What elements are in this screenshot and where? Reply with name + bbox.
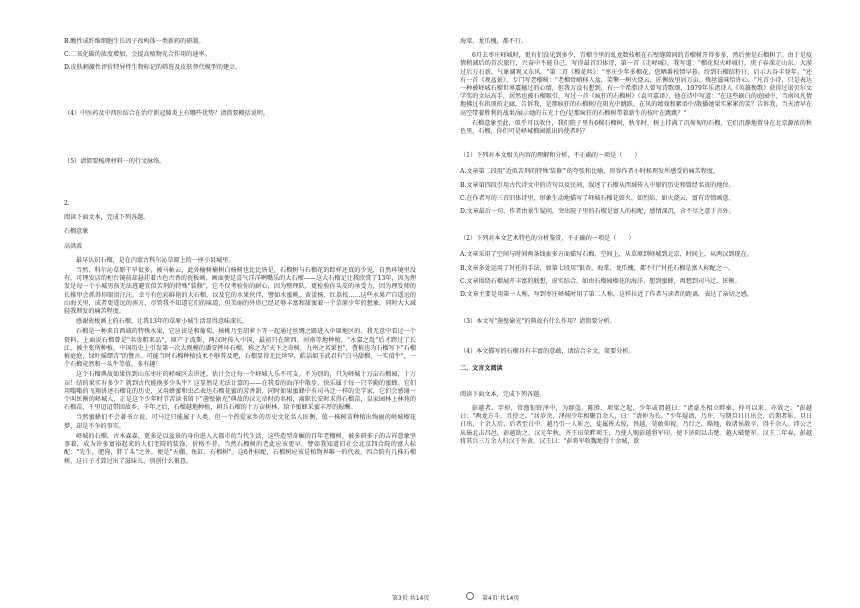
paragraph: 峄城的石榴，古木森森，更多是以盆景的身份进入大都市的当代生活，这些造型奇崛的百年老榴树，被多研多子的吉祥意象坚事着，成为许多富裕起来的人们宅院的装饰，价格不菲。当然石榴树的老此应该更早，譬如我知道旧社会北京四合院的富人标配："先生，肥狗，胖丫头"之外，便是"天棚、鱼缸、石榴树"。这6件标配，石榴树应该是植物界唯一的代表，四合院有几株石榴树，这日子才算过出了滋味儿，别创什么狼意。 — [64, 432, 416, 465]
paragraph: 石榴意象至此，似乎可以收住，我们院子里有6棵石榴树，秋冬时，树上挂满了沉甸甸的石榴，它们沉静地置身在北京源浓的秋色里，石榴，你们可是峄城榴园派出的使者吗？ — [460, 119, 812, 136]
question-5: （5）请简要梳理材料一的行文脉络。 — [64, 157, 166, 165]
right-page — [430, 0, 860, 590]
q2-option-c: C.文章围绕石榴展开丰富的联想，虚实结合，如由石榴园榴花的海洋，想到蜜蜂，再想到司马迁、匡衡。 — [460, 277, 741, 285]
right-column — [460, 38, 812, 448]
section-heading: 二、文言文阅读 — [460, 364, 503, 372]
left-page — [0, 0, 430, 590]
q1-option-a: A.文章第二段用"近似苦刑的特殊'装修'"的夸张和比喻，形容作者小时候理发所感受的痛苦程度。 — [460, 168, 720, 176]
q1-option-b: B.文章第四段引用古代诗文中的诗句以及民间，叙述了石榴从西域传入中原的历史和曾经名贵的地位。 — [460, 181, 735, 189]
option-d: D.皮肤刺激性评价特异性生物标记的筛选及皮肤替代模型的建立。 — [64, 64, 242, 72]
instruction: 阅读下面文本，完成下列各题。 — [64, 214, 150, 222]
question-4: （4）中医药及中西医结合在治疗新冠肺炎上有哪些优势？请简要概括说明。 — [64, 109, 269, 117]
question-3: （3）本文写"凿壁偷光"的典故有什么作用？请简要分析。 — [460, 318, 616, 326]
paragraph: 当然蜜蜂们不会著书立说，可马迁只能属于人类，但一个热爱家乡的历史文化名人匡衡，值一株树苗种植出绚丽的峄城榴花梦，却是不争的事实。 — [64, 414, 416, 430]
paragraph: 最早认识石榴，是在内蒙古科尔沁草原上的一座小县城里。 — [76, 256, 235, 264]
q2-option-d: D.文章主要是用第一人称，写到枣庄峄城时用了第二人称，这样拉近了作者与读者的距离，表达了亲切之感。 — [460, 291, 754, 299]
question-4: （4）本文描写的石榴具有丰富的意蕴，请结合全文，简要分析。 — [460, 348, 635, 356]
classical-instruction: 阅读下面文本，完成下列各题。 — [460, 390, 546, 398]
paragraph: 6月去枣庄峄城时，更有们没见到多少，青榴寺里的虬龙数枝根在石壁缝隙间的青榴树开得多多，然后便是石榴树了。由于是疫情稍减后的首次旅行，兴奋中不能自己，写得最首旧体诗，第一首《走峄城》，我写道："榴花似火峄城行，庚子春深走山东。大漠过后万石新，气象阔观又东风。"第二首《榴花吟》："枣庄少年多榴花，您晒番枝情早暮。纷到石榴结籽日，启示五谷丰登年。"还有一首《观盆景》，专门写老榴树："老榴骨峭移入盆，笑擎一树火烧云，匠衡故里居万亩，殊丝滋味恰许心。"凡首小诗，只是表达一种被峄城石榴世界震撼过的心情，但我万没有想到，有一个希腊诗人曾写诗歌颂，1979年乐诸诗人《英雄挽歌》获得过诺贝尔文学奖的文坛高手，居然也被石榴吸引，写过一首《疯狂的石榴树》（袁可嘉译），他在诗中写道："在这些刷白的庭园中，当南风凡情地拂过有拱顶的走廊，告诉我，是那疯狂的石榴树/在阳光中跳跃，在风的嬉戏和絮语中/散播她果实累累的笑？告诉我，当天清早在高空带着胜利的战果/展示她的五光十色/是那疯狂的石榴树带着新生的枝叶在跳跳？" — [460, 52, 812, 117]
article-title: 石榴意象 — [64, 228, 89, 236]
q2-option-a: A.文章采用了空间与时间两条线索多方面描写石榴，空间上，从草原到峄城到北京，时间上，从两汉到现在。 — [460, 251, 753, 259]
left-column — [64, 38, 416, 468]
paragraph: 这个石榴典故如果你到山东枣庄的峄城区去讲述，估计会让每一个峄城人乐不可支。不为别的，只为峄城十万亩石榴园，十万亩！结的果实有多少？就到古代能换多少头牛？这显然是无法计算的——在我看的海洋中散步，快乐属于每一只辛勤的蜜蜂。它们用嗡嗡的飞翔讲述石榴花的历史，又用蜂蜜和虫乙表达石榴花蜜的芳香甜，同时如果蜜蜂中有司马迁一样的史学家，它们会感谢一个叫匡衡的峄城人，正是这个少年时节苦读书留下"凿壁偷光"典故的汉元帝时的名相，离职长安时求得石榴苗，皇家园林上林苑的石榴苗，千里迢迢带回故乡，千年之后，石榴越地种植，耕兵石榴的十万亩树林，给予蜜蜂采蜜丰厚的报酬。 — [64, 371, 416, 412]
q1-option-d: D.文章最后一句，作者由景生疑问，突出院子里的石榴是富人的标配，感情深沉，含不尽之意于言外。 — [460, 208, 735, 216]
question-1: （1）下列对本文相关内容的理解和分析，不正确的一项是（ ） — [460, 152, 641, 160]
page-number-left: 第3页 共14页 — [392, 595, 430, 602]
article-author: 高洪波 — [64, 242, 83, 250]
circle-icon — [466, 592, 474, 600]
continued-line: 海棠、龙爪槐，都不行。 — [460, 38, 528, 45]
paragraph: 石榴是一种来自西域的特殊水果，它应该是和葡萄、核桃乃至胡萝卜等一起通过丝绸之路进入中原地区的。我无意中看过一个资料，上面说石榴曾是"名贵粗来品"，原产于波斯，两汉时传入中国，最初只在陕西、河南等地种植，"永嘉之乱"后才跨过了长江，被主张所种植。中国历史上引发第一次大规模的潘安摔坏石榴，称之为"天下之奇树，九州之名果也"，曹植也为石榴写下"石榴植庭庭，绿叶摇缥青"的赞言。可能当时石榴种植技术不够普及吧，石榴显得无比珍罕，皓洁如玉武君有"白马甜榴，一实值牛"，一个石榴竟然和一头牛等值，多有趣！ — [64, 328, 416, 369]
question-2: （2）下列对本文艺术特色的分析鉴赏，不正确的一项是（ ） — [460, 235, 635, 243]
section-number: 2. — [64, 200, 70, 208]
paragraph: 感谢瓷板画上的石榴，让我13年的草原小城生活显得意味深长。 — [76, 318, 249, 326]
q2-option-b: B.文章多处运用了衬托的手法，如第七段用"银杏、海棠、龙爪槐，都不行"衬托石榴是富人标配之一。 — [460, 264, 735, 272]
option-b: B.酸性成纤维细胞生长因子改构体一类新药的研制。 — [64, 38, 205, 45]
q1-option-c: C.在作者写的三首旧体诗里，形象生动地描写了峄城石榴花如火、如烈焰、如火烧云，富有诗情画意。 — [460, 194, 735, 202]
classical-text: 彭越者，字仲，常渔钜野泽中，为群盗。陈胜、项梁之起，少年或谓越曰："诸豪杰相立畔秦，仲可以来，亦效之。"彭越曰："两龙方斗，且待之。"居岁余，泽间少年相聚百余人，曰："请仲为长。"少年疑请，乃许，与期旦日日出会，后期者斩。旦日日出，十余人后，后者至日中。越乃引一人斩之，徒属皆大惊，畏越，莫敢仰视。乃行之，略地，收诸侯散卒，得千余人。沛公之从砀北击昌邑，彭越助之。汉元年秋，齐王田荣畔项王，乃使人赐彭越将军印，使下济阴以击楚。越大破楚军。汉王二年春，彭越将其兵三万余人归汉于外黄。汉王曰："彭将军收魏地得十余城，欲 — [460, 405, 812, 445]
paragraph: 当然，科尔沁草原干旱很多，被马帖云，此外榆树榆树白杨树也比比皆是，石榴树与石榴花的踪样还真的少见，自然环境里没有，可理发店的柜台镜前却悬挂着古色古香的瓷板画，画面便是喜气洋洋咧嘴乐的大石榴——这大石榴足让我欣赏了13年，因为理发是每一个小城男孩无法逃避宜似苦刑的特殊"装修"，它不仅考验你的耐心，因为整理队，更检验你头皮的承受力，因为理发师的长推甲会抓得你眼泪汪汪。幸亏有色彩鲜艳的大石榴，以及它的水果伙伴，譬如水蜜桃、黄蛋杨、红荔枝……这些水果产自遥远的山海关里，成者更遥远的南方，尽管我不知道它们的味道，但美丽的外形已经足够丰富和甜蜜着一个草原少年的想象，同时大大减轻我理发的痛苦程度。 — [64, 267, 416, 316]
page-number-right: 第4页 共14页 — [482, 595, 520, 602]
option-c: C.二氧化碳的浓度增加，会提高植物光合作用的速率。 — [64, 51, 211, 59]
